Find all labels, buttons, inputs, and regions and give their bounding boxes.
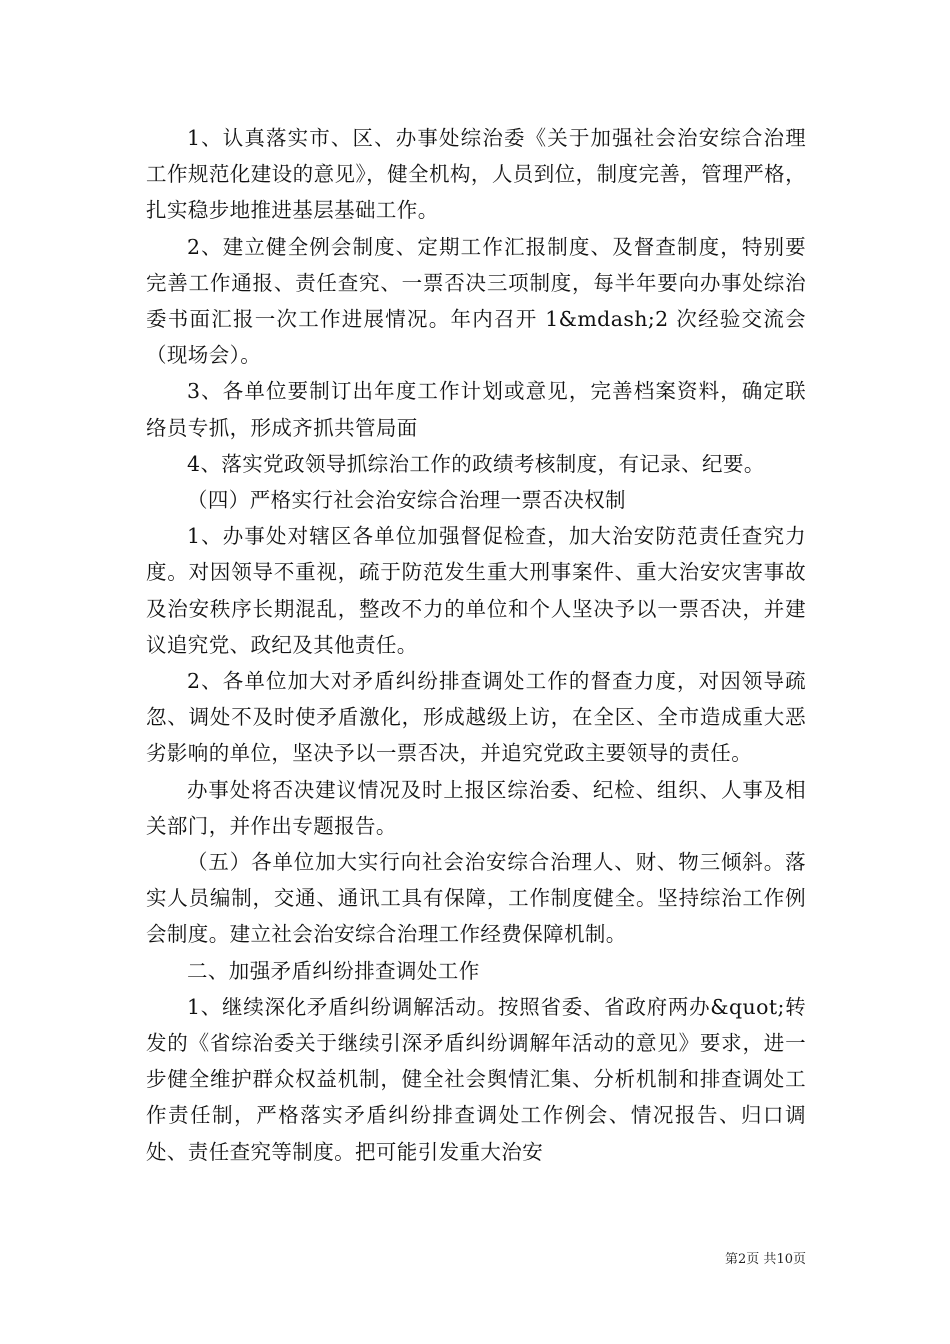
paragraph-7: 办事处将否决建议情况及时上报区综治委、纪检、组织、人事及相关部门，并作出专题报告。: [146, 777, 806, 838]
page-footer: [0, 1248, 806, 1267]
paragraph-6: 2、各单位加大对矛盾纠纷排查调处工作的督查力度，对因领导疏忽、调处不及时使矛盾激化，形成越级上访，在全区、全市造成重大恶劣影响的单位，坚决予以一票否决，并追究党政主要领导的责任。: [146, 669, 806, 766]
paragraph-5: 1、办事处对辖区各单位加强督促检查，加大治安防范责任查究力度。对因领导不重视，疏于防范发生重大刑事案件、重大治安灾害事故及治安秩序长期混乱，整改不力的单位和个人坚决予以一票否决，并建议追究党、政纪及其他责任。: [146, 524, 806, 657]
footer-total-pages: 10: [776, 1252, 793, 1267]
paragraph-3: 3、各单位要制订出年度工作计划或意见，完善档案资料，确定联络员专抓，形成齐抓共管局面: [146, 379, 806, 440]
section-heading-5: （五）各单位加大实行向社会治安综合治理人、财、物三倾斜。落实人员编制，交通、通讯工具有保障，工作制度健全。坚持综治工作例会制度。建立社会治安综合治理工作经费保障机制。: [146, 850, 806, 947]
footer-middle: 页 共: [746, 1252, 777, 1267]
footer-suffix: 页: [792, 1252, 806, 1267]
section-heading-4: （四）严格实行社会治安综合治理一票否决权制: [187, 488, 626, 513]
footer-current-page: 2: [738, 1252, 747, 1267]
paragraph-2: 2、建立健全例会制度、定期工作汇报制度、及督查制度，特别要完善工作通报、责任查究、一票否决三项制度，每半年要向办事处综治委书面汇报一次工作进展情况。年内召开 1&mdash;2 次经验交流会（现场会）。: [146, 234, 806, 368]
paragraph-4: 4、落实党政领导抓综治工作的政绩考核制度，有记录、纪要。: [187, 451, 765, 476]
section-heading-2: 二、加强矛盾纠纷排查调处工作: [187, 958, 480, 983]
document-body: [146, 120, 806, 1170]
paragraph-1: 1、认真落实市、区、办事处综治委《关于加强社会治安综合治理工作规范化建设的意见》，健全机构，人员到位，制度完善，管理严格，扎实稳步地推进基层基础工作。: [146, 126, 806, 223]
paragraph-8: 1、继续深化矛盾纠纷调解活动。按照省委、省政府两办&quot;转发的《省综治委关于继续引深矛盾纠纷调解年活动的意见》要求，进一步健全维护群众权益机制，健全社会舆情汇集、分析机制和排查调处工作责任制，严格落实矛盾纠纷排查调处工作例会、情况报告、归口调处、责任查究等制度。把可能引发重大治安: [146, 994, 806, 1164]
footer-prefix: 第: [725, 1252, 739, 1267]
